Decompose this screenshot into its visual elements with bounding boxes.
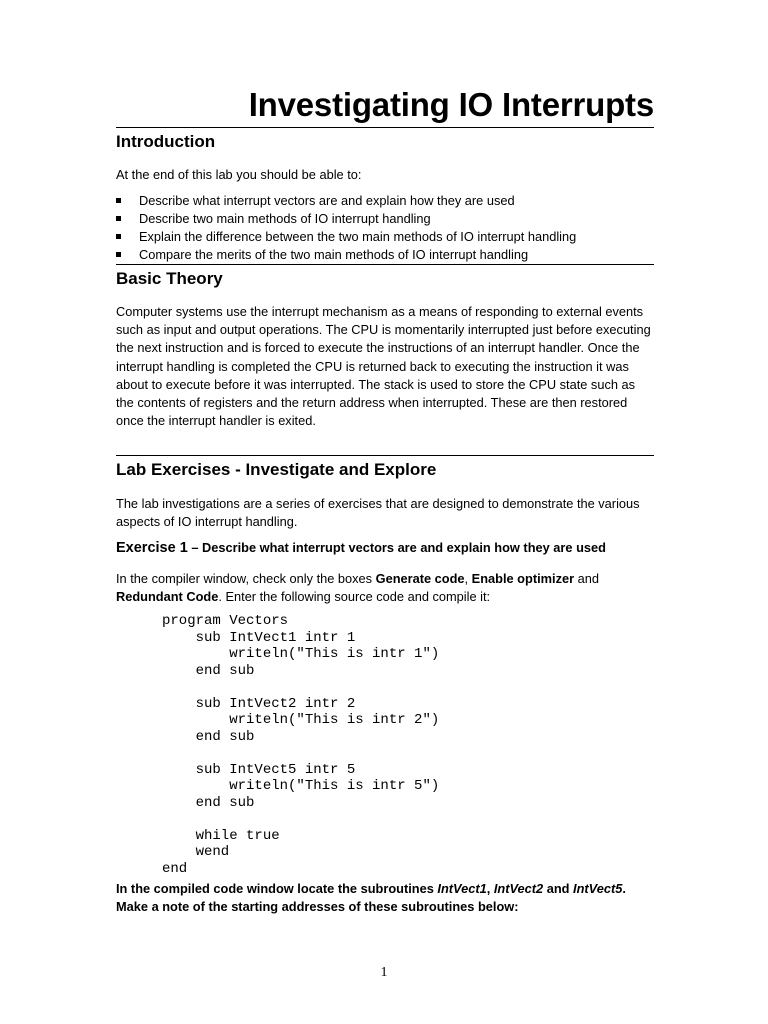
lab-exercises-paragraph: The lab investigations are a series of exercises that are designed to demonstrate the various aspects of IO interrupt handling. [116,496,640,530]
list-item: Explain the difference between the two main methods of IO interrupt handling [116,228,654,246]
basic-theory-paragraph: Computer systems use the interrupt mechanism as a means of responding to external events such as input and output operations. The CPU is momentarily interrupted just before executing the next instruction and is forced to execute the instructions of an interrupt handler. Once the interrupt handling is completed the CPU is returned back to executing the instruction it was about to execute before it was interrupted. The stack is used to store the CPU state such as the contents of registers and the return address when interrupted. These are then restored once the interrupt handler is exited. [116,304,651,429]
option-redundant-code: Redundant Code [116,589,219,605]
exercise-1-followup: In the compiled code window locate the subroutines IntVect1, IntVect2 and IntVect5. Make a note of the starting addresses of these subroutines below: [116,881,626,915]
option-generate-code: Generate code [375,571,465,586]
exercise-1-number: Exercise 1 [116,540,188,556]
source-code-listing: program Vectors sub IntVect1 intr 1 writeln("This is intr 1") end sub sub IntVect2 intr 2 writeln("This is intr 2") end sub sub IntVect5 intr 5 writeln("This is intr 5") end sub while true wend end [162,613,440,877]
basic-theory-heading: Basic Theory [116,264,654,294]
subroutine-intvect2: IntVect2 [493,881,544,896]
list-item: Describe two main methods of IO interrupt handling [116,210,654,228]
exercise-1-objective: Describe what interrupt vectors are and explain how they are used [202,540,606,555]
introduction-lead: At the end of this lab you should be able to: [116,167,362,182]
exercise-1-instructions: In the compiler window, check only the boxes Generate code, Enable optimizer and Redundant Code. Enter the following source code and compile it: [116,571,599,605]
list-item: Describe what interrupt vectors are and explain how they are used [116,192,654,210]
list-item: Compare the merits of the two main methods of IO interrupt handling [116,246,654,264]
exercise-1-title [116,540,654,556]
option-enable-optimizer: Enable optimizer [471,571,575,586]
lab-exercises-heading: Lab Exercises - Investigate and Explore [116,455,654,485]
objectives-list [116,192,654,264]
document-title: Investigating IO Interrupts [248,86,654,123]
page-number: 1 [380,965,388,980]
subroutine-intvect1: IntVect1 [437,881,487,896]
introduction-heading: Introduction [116,127,654,157]
exercise-1-dash: – [187,540,202,555]
subroutine-intvect5: IntVect5 [573,881,623,896]
